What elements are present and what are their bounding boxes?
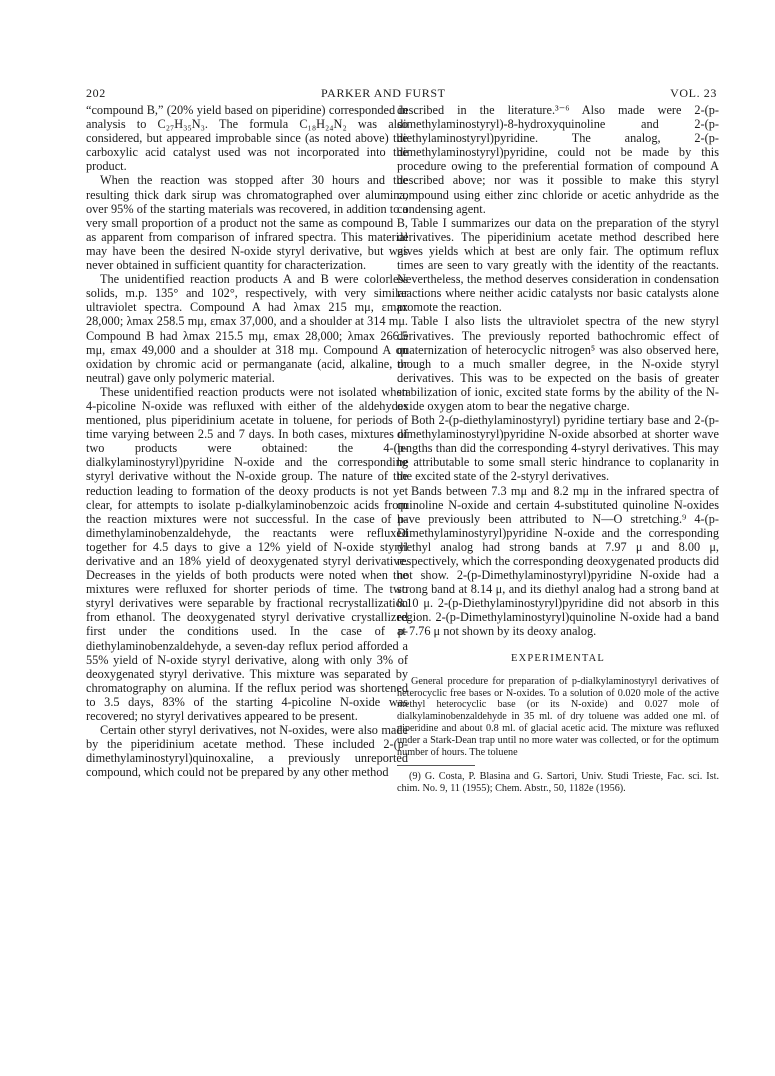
paragraph: Bands between 7.3 mμ and 8.2 mμ in the infrared spectra of quinoline N-oxide and certain 4-substituted quinoline N-oxides have previously been attributed to N—O stretching.⁹ 4-(p-Dimethylaminostyryl)pyridine N-oxide and the corresponding diethyl analog had strong bands at 7.97 μ and 8.00 μ, respectively, which the corresponding deoxygenated products did not show. 2-(p-Dimethylaminostyryl)pyridine N-oxide had a strong band at 8.14 μ, and its diethyl analog had a strong band at 8.10 μ. 2-(p-Diethylaminostyryl)pyridine did not absorb in this region. 2-(p-Dimethylaminostyryl)quinoline N-oxide had a band at 7.76 μ not shown by its deoxy analog.: [397, 483, 719, 639]
footnote-divider: [397, 765, 475, 766]
paragraph: Certain other styryl derivatives, not N-oxides, were also made by the piperidinium acetate method. These included 2-(p-dimethylaminostyryl)quinoxaline, a previously unreported compound, which could not be prepared by any other method: [86, 723, 408, 780]
experimental-paragraph: General procedure for preparation of p-dialkylaminostyryl derivatives of heterocyclic free bases or N-oxides. To a solution of 0.020 mole of the active methyl heterocyclic base (or its N-oxide) and 0.027 mole of dialkylaminobenzaldehyde in 35 ml. of dry toluene was added one ml. of piperidine and about 0.8 ml. of glacial acetic acid. The mixture was refluxed under a Stark-Dean trap until no more water was collected, or for the optimum number of hours. The toluene: [397, 675, 719, 759]
paragraph: “compound B,” (20% yield based on piperidine) corresponded in analysis to C₂₇H₃₅N₃. The formula C₁₈H₂₄N₂ was also considered, but appeared improbable since (as noted above) the carboxylic acid catalyst used was not incorporated into the product.: [86, 103, 408, 174]
volume-label: VOL. 23: [670, 86, 717, 100]
paragraph: When the reaction was stopped after 30 hours and the resulting thick dark sirup was chromatographed over alumina, over 95% of the starting materials was recovered, in addition to a very small proportion of a product not the same as compound B, as apparent from comparison of infrared spectra. This material may have been the desired N-oxide styryl derivative, but was never obtained in sufficient quantity for characterization.: [86, 173, 408, 273]
paragraph: The unidentified reaction products A and B were colorless solids, m.p. 135° and 102°, respectively, with very similar ultraviolet spectra. Compound A had λmax 215 mμ, εmax 28,000; λmax 258.5 mμ, εmax 37,000, and a shoulder at 314 mμ. Compound B had λmax 215.5 mμ, εmax 28,000; λmax 266.5 mμ, εmax 49,000 and a shoulder at 318 mμ. Compound A on oxidation by chromic acid or permanganate (acid, alkaline, or neutral) gave only polymeric material.: [86, 272, 408, 385]
paragraph: described in the literature.³⁻⁶ Also made were 2-(p-dimethylaminostyryl)-8-hydroxyquinoline and 2-(p-diethylaminostyryl)pyridine. The analog, 2-(p-dimethylaminostyryl)pyridine, could not be made by this procedure owing to the preferential formation of compound A described above; nor was it possible to make this styryl compound using either zinc chloride or acetic anhydride as the condensing agent.: [397, 103, 719, 216]
running-title: PARKER AND FURST: [321, 86, 446, 100]
right-column: [397, 103, 719, 795]
left-column: [86, 103, 408, 780]
paragraph: Both 2-(p-diethylaminostyryl) pyridine tertiary base and 2-(p-dimethylaminostyryl)pyridine N-oxide absorbed at shorter wave lengths than did the corresponding 4-styryl derivatives. This may be attributable to some small steric hindrance to coplanarity in the excited state of the 2-styryl derivatives.: [397, 413, 719, 484]
footnote: (9) G. Costa, P. Blasina and G. Sartori, Univ. Studi Trieste, Fac. sci. Ist. chim. No. 9, 11 (1955); Chem. Abstr., 50, 1182e (1956).: [397, 771, 719, 794]
section-heading: EXPERIMENTAL: [510, 652, 606, 664]
paragraph: These unidentified reaction products were not isolated when 4-picoline N-oxide was refluxed with either of the aldehydes mentioned, plus piperidinium acetate in toluene, for periods of time varying between 2.5 and 7 days. In both cases, mixtures of two products were obtained: the 4-(p-dialkylaminostyryl)pyridine N-oxide and the corresponding styryl derivative without the N-oxide group. The nature of the reduction leading to formation of the deoxy products is not yet clear, for attempts to isolate p-dialkylaminobenzoic acids from the reaction mixtures were not successful. In the case of p-dimethylaminobenzaldehyde, the reactants were refluxed together for 4.5 days to give a 12% yield of N-oxide styryl derivative and an 18% yield of deoxygenated styryl derivative. Decreases in the yields of both products were noted when the mixtures were refluxed for shorter periods of time. The two styryl derivatives were separable by fractional recrystallization from ethanol. The deoxygenated styryl derivative crystallized first under the conditions used. In the case of p-diethylaminobenzaldehyde, a seven-day reflux period afforded a 55% yield of N-oxide styryl derivative, along with only 3% of deoxygenated styryl derivative. This mixture was separated by chromatography on alumina. If the reflux period was shortened to 3.5 days, 83% of the starting 4-picoline N-oxide was recovered; no styryl derivatives appeared to be present.: [86, 384, 408, 724]
paragraph: Table I summarizes our data on the preparation of the styryl derivatives. The piperidinium acetate method described here gives yields which at best are only fair. The optimum reflux times are seen to vary greatly with the identity of the reactants. Nevertheless, the method deserves consideration in condensation reactions where neither acidic catalysts nor basic catalysts alone promote the reaction.: [397, 215, 719, 315]
page-number: 202: [86, 86, 106, 100]
paragraph: Table I also lists the ultraviolet spectra of the new styryl derivatives. The previously reported bathochromic effect of quaternization of heterocyclic nitrogen⁵ was also observed here, though to a much smaller degree, in the N-oxide styryl derivatives. This was to be expected on the basis of greater stabilization of ionic, excited state forms by the ability of the N-oxide oxygen atom to bear the negative charge.: [397, 314, 719, 413]
